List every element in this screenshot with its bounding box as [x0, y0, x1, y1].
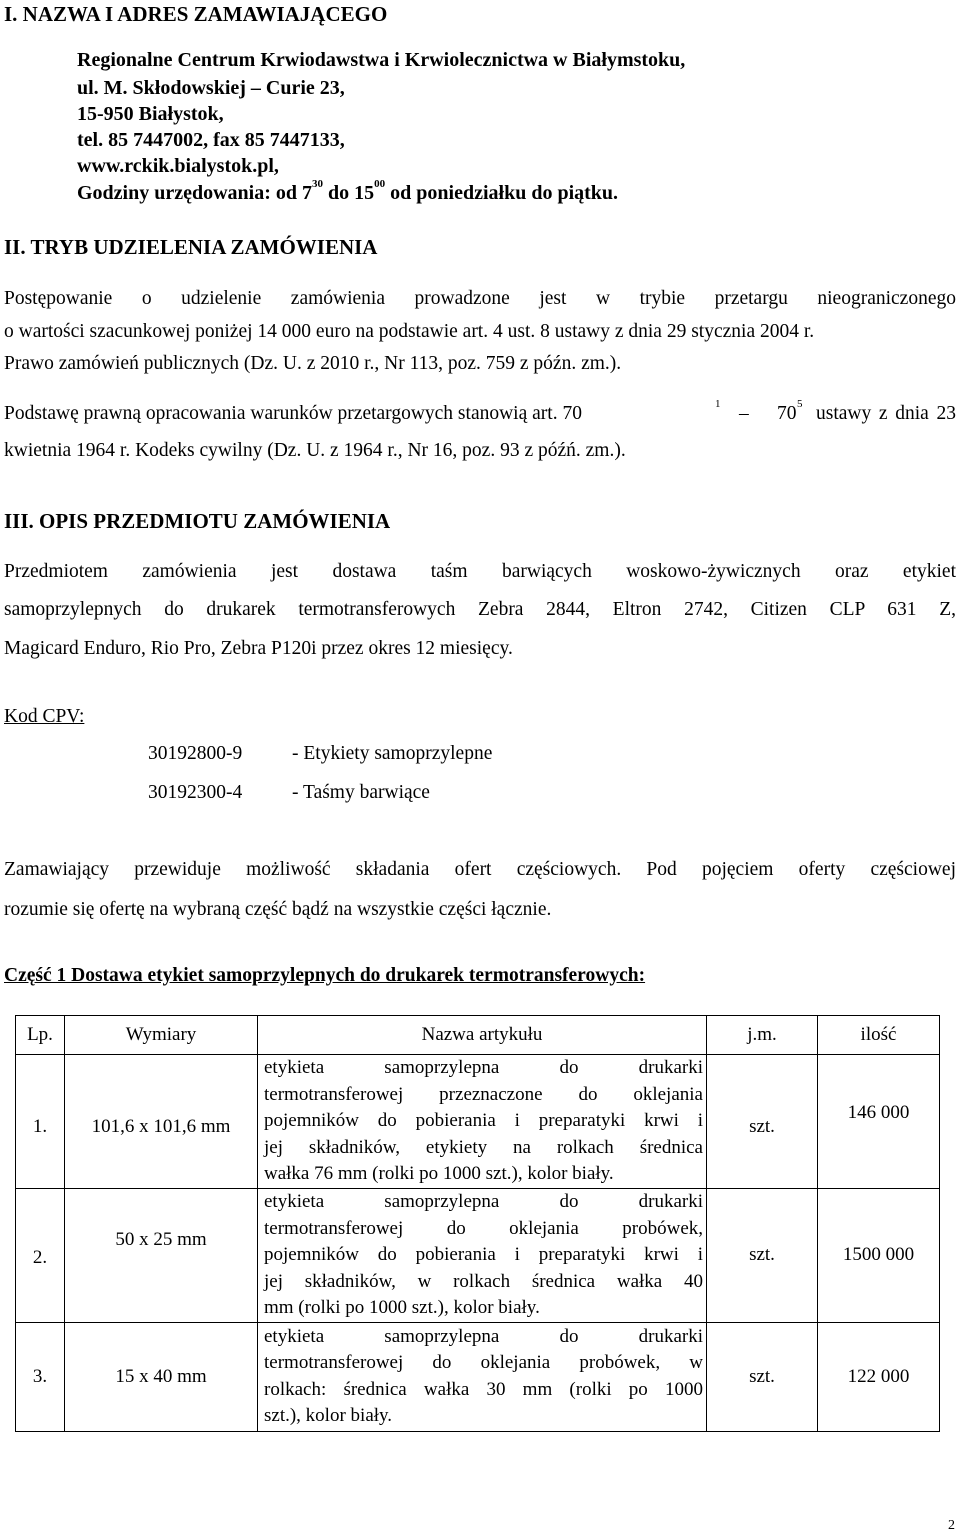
- row-lp: 2.: [16, 1189, 65, 1323]
- table-row: [16, 1322, 940, 1431]
- page-number: 2: [948, 1518, 955, 1533]
- items-table: [15, 1015, 940, 1432]
- row-description: etykieta samoprzylepna do drukarki termotransferowej przeznaczone do oklejania pojemników do pobierania i preparatyki krwi i jej składników, etykiety na rolkach średnica wałka 76 mm (rolki po 1000 szt.), kolor biały.: [258, 1055, 707, 1189]
- header-name: Nazwa artykułu: [258, 1016, 707, 1055]
- table-header-row: [16, 1016, 940, 1055]
- header-unit: j.m.: [707, 1016, 818, 1055]
- office-hours: Godziny urzędowania: od $7^{30}$ do $15^{00}$ od poniedziałku do piątku.: [77, 178, 619, 204]
- address-line: ul. M. Skłodowskiej – Curie 23,: [77, 77, 345, 99]
- cpv-label: Kod CPV:: [4, 706, 85, 727]
- address-line: tel. 85 7447002, fax 85 7447133,: [77, 129, 345, 151]
- row-size: 101,6 x 101,6 mm: [65, 1055, 258, 1189]
- row-qty: 146 000: [818, 1055, 940, 1189]
- header-size: Wymiary: [65, 1016, 258, 1055]
- row-lp: 3.: [16, 1322, 65, 1431]
- cpv-description: - Taśmy barwiące: [292, 782, 430, 803]
- table-row: [16, 1055, 940, 1189]
- table-row: [16, 1189, 940, 1323]
- row-size: 15 x 40 mm: [65, 1322, 258, 1431]
- address-line: Regionalne Centrum Krwiodawstwa i Krwiolecznictwa w Białymstoku,: [77, 49, 686, 71]
- section-2-heading: II. TRYB UDZIELENIA ZAMÓWIENIA: [4, 235, 378, 259]
- header-lp: Lp.: [16, 1016, 65, 1055]
- row-description: etykieta samoprzylepna do drukarki termotransferowej do oklejania probówek, w rolkach: średnica wałka 30 mm (rolki po 1000 szt.), kolor biały.: [258, 1322, 707, 1431]
- row-lp: 1.: [16, 1055, 65, 1189]
- cpv-code: 30192800-9: [148, 743, 243, 764]
- section-1-heading: I. NAZWA I ADRES ZAMAWIAJĄCEGO: [4, 2, 388, 26]
- address-line: 15-950 Białystok,: [77, 103, 224, 125]
- row-unit: szt.: [707, 1189, 818, 1323]
- row-qty: 1500 000: [818, 1189, 940, 1323]
- row-qty: 122 000: [818, 1322, 940, 1431]
- part-1-heading: Część 1 Dostawa etykiet samoprzylepnych do drukarek termotransferowych:: [4, 965, 646, 986]
- section-3-heading: III. OPIS PRZEDMIOTU ZAMÓWIENIA: [4, 509, 391, 533]
- row-description: etykieta samoprzylepna do drukarki termotransferowej do oklejania probówek, pojemników do pobierania i preparatyki krwi i jej składników, w rolkach średnica wałka 40 mm (rolki po 1000 szt.), kolor biały.: [258, 1189, 707, 1323]
- row-unit: szt.: [707, 1055, 818, 1189]
- header-qty: ilość: [818, 1016, 940, 1055]
- website: www.rckik.bialystok.pl,: [77, 155, 279, 177]
- cpv-description: - Etykiety samoprzylepne: [292, 743, 493, 764]
- row-size: 50 x 25 mm: [65, 1189, 258, 1323]
- row-unit: szt.: [707, 1322, 818, 1431]
- cpv-code: 30192300-4: [148, 782, 243, 803]
